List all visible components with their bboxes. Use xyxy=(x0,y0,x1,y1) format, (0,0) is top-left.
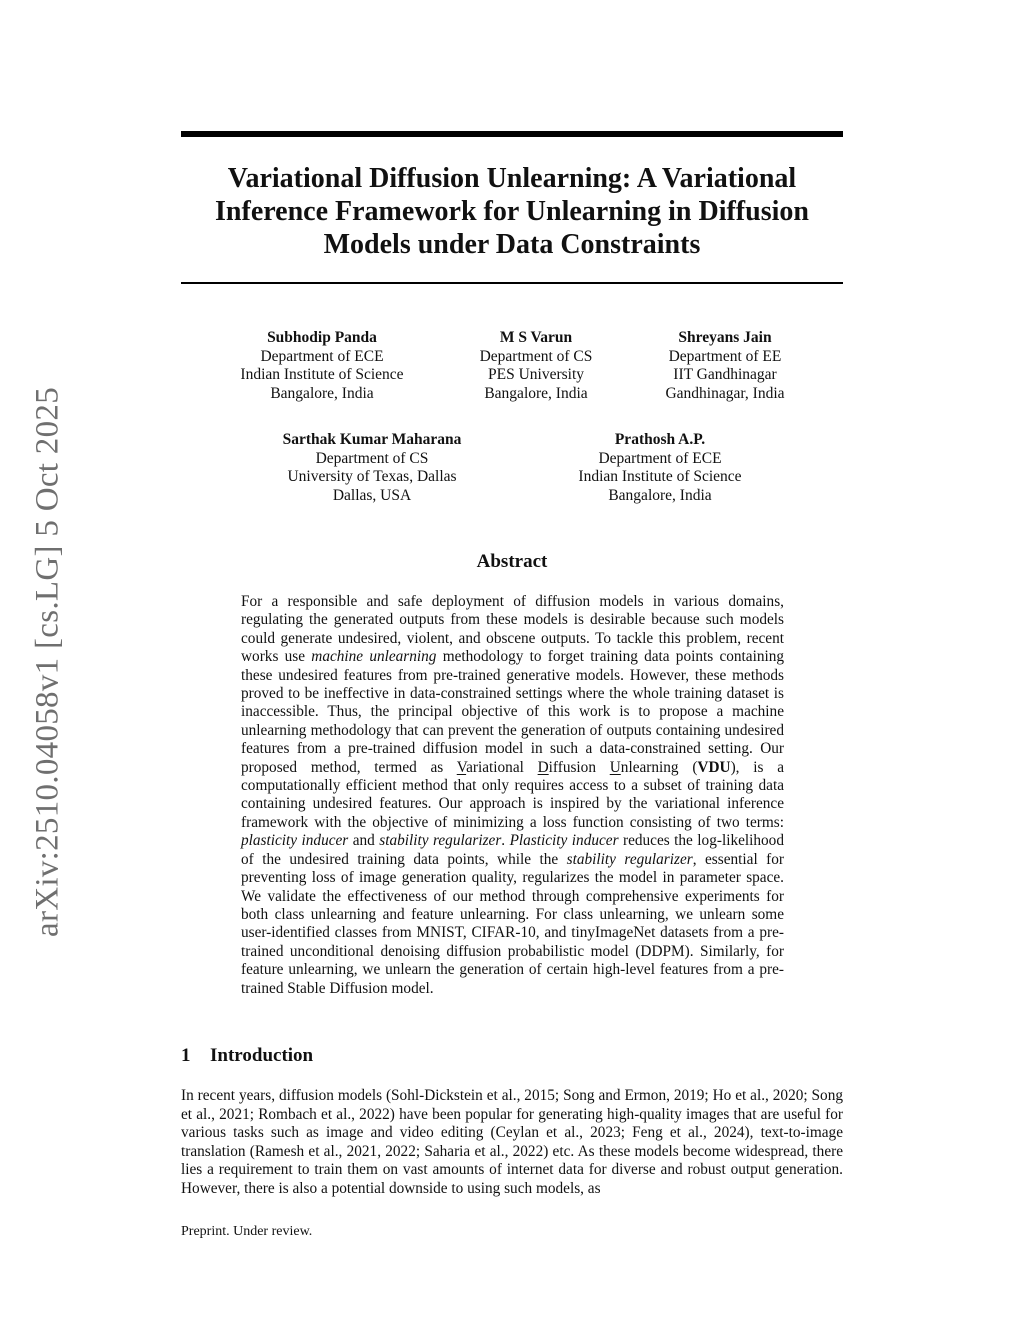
author-name: Sarthak Kumar Maharana xyxy=(282,431,462,448)
paper-title: Variational Diffusion Unlearning: A Variational Inference Framework for Unlearning in Diffusion Models under Data Constraints xyxy=(215,163,809,260)
author-department: Department of EE xyxy=(668,347,782,365)
author-department: Department of CS xyxy=(479,347,593,365)
author-location: Bangalore, India xyxy=(270,384,374,402)
author-block xyxy=(446,329,626,403)
author-name: M S Varun xyxy=(499,329,573,346)
author-block xyxy=(262,431,482,505)
arxiv-identifier: arXiv:2510.04058v1 [cs.LG] 5 Oct 2025 xyxy=(29,386,66,938)
author-location: Bangalore, India xyxy=(608,486,712,504)
author-location: Gandhinagar, India xyxy=(665,384,785,402)
title-rule xyxy=(181,282,843,284)
footer-note: Preprint. Under review. xyxy=(181,1224,313,1239)
author-department: Department of ECE xyxy=(598,449,722,467)
abstract-heading: Abstract xyxy=(476,551,548,572)
author-institution: Indian Institute of Science xyxy=(240,366,404,383)
author-department: Department of CS xyxy=(315,449,429,467)
author-location: Bangalore, India xyxy=(484,384,588,402)
author-location: Dallas, USA xyxy=(332,486,412,504)
author-block xyxy=(560,431,760,505)
section-number: 1 xyxy=(181,1045,191,1066)
author-institution: University of Texas, Dallas xyxy=(287,468,457,485)
abstract-text: For a responsible and safe deployment of diffusion models in various domains, regulating the generated outputs from these models is desirable because such models could generate undesired, violent, and obscene outputs. To tackle this problem, recent works use machine unlearning methodology to forget training data points containing these undesired features from pre-trained generative models. However, these methods proved to be ineffective in data-constrained settings where the whole training dataset is inaccessible. Thus, the principal objective of this work is to propose a machine unlearning methodology that can prevent the generation of outputs containing undesired features from a pre-trained diffusion model in such a data-constrained setting. Our proposed method, termed as Variational Diffusion Unlearning (VDU), is a computationally efficient method that only requires access to a subset of training data containing undesired features. Our approach is inspired by the variational inference framework with the objective of minimizing a loss function consisting of two terms: plasticity inducer and stability regularizer. Plasticity inducer reduces the log-likelihood of the undesired training data points, while the stability regularizer, essential for preventing loss of image generation quality, regularizes the model in parameter space. We validate the effectiveness of our method through comprehensive experiments for both class unlearning and feature unlearning. For class unlearning, we unlearn some user-identified classes from MNIST, CIFAR-10, and tinyImageNet datasets from a pre-trained unconditional denoising diffusion probabilistic model (DDPM). Similarly, for feature unlearning, we unlearn the generation of certain high-level features from a pre-trained Stable Diffusion model. xyxy=(241,593,785,997)
intro-paragraph: In recent years, diffusion models (Sohl-Dickstein et al., 2015; Song and Ermon, 2019; Ho et al., 2020; Song et al., 2021; Rombach et al., 2022) have been popular for generating high-quality images that are useful for various tasks such as image and video editing (Ceylan et al., 2023; Feng et al., 2024), text-to-image translation (Ramesh et al., 2021, 2022; Saharia et al., 2022) etc. As these models become widespread, there lies a requirement to train them on vast amounts of internet data for diverse and robust output generation. However, there is also a potential downside to using such models, as xyxy=(181,1087,843,1197)
author-name: Shreyans Jain xyxy=(678,329,772,346)
author-block xyxy=(222,329,422,403)
section-title: Introduction xyxy=(210,1045,314,1066)
author-institution: Indian Institute of Science xyxy=(578,468,742,485)
author-institution: PES University xyxy=(487,366,585,383)
top-rule xyxy=(181,131,843,137)
author-block xyxy=(640,329,810,403)
author-name: Prathosh A.P. xyxy=(614,431,706,448)
author-department: Department of ECE xyxy=(260,347,384,365)
section-heading xyxy=(181,1045,313,1067)
author-name: Subhodip Panda xyxy=(267,329,377,346)
author-institution: IIT Gandhinagar xyxy=(673,366,777,383)
